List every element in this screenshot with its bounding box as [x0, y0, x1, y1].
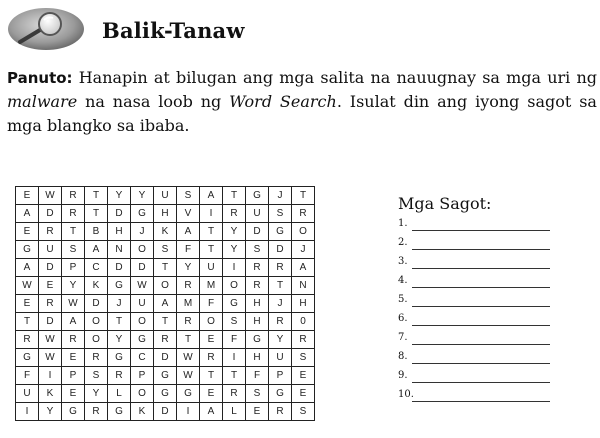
grid-cell[interactable]: R: [292, 331, 315, 349]
grid-cell[interactable]: E: [62, 349, 85, 367]
grid-cell[interactable]: P: [131, 367, 154, 385]
answer-blank[interactable]: [412, 344, 550, 345]
grid-cell[interactable]: O: [154, 277, 177, 295]
answer-number: 1.: [398, 218, 408, 229]
grid-cell[interactable]: U: [200, 259, 223, 277]
grid-cell[interactable]: V: [177, 205, 200, 223]
answer-number: 6.: [398, 313, 408, 324]
grid-cell[interactable]: R: [223, 385, 246, 403]
grid-cell[interactable]: O: [131, 313, 154, 331]
grid-cell[interactable]: R: [62, 331, 85, 349]
answer-line: [398, 235, 568, 254]
grid-cell[interactable]: P: [62, 259, 85, 277]
grid-cell[interactable]: R: [154, 331, 177, 349]
answer-number: 2.: [398, 237, 408, 248]
grid-cell[interactable]: R: [177, 277, 200, 295]
grid-cell[interactable]: Y: [85, 385, 108, 403]
grid-cell[interactable]: U: [269, 349, 292, 367]
grid-cell[interactable]: R: [16, 331, 39, 349]
grid-row: [16, 295, 315, 313]
grid-cell[interactable]: G: [269, 385, 292, 403]
answers-title: Mga Sagot:: [398, 194, 492, 213]
answer-number: 10.: [398, 389, 414, 400]
grid-cell[interactable]: T: [292, 187, 315, 205]
grid-cell[interactable]: Y: [223, 223, 246, 241]
grid-cell[interactable]: S: [269, 205, 292, 223]
answer-line: [398, 292, 568, 311]
grid-cell[interactable]: S: [62, 241, 85, 259]
grid-cell[interactable]: G: [177, 385, 200, 403]
grid-cell[interactable]: H: [292, 295, 315, 313]
grid-cell[interactable]: J: [292, 241, 315, 259]
grid-cell[interactable]: W: [39, 331, 62, 349]
grid-cell[interactable]: D: [85, 295, 108, 313]
grid-cell[interactable]: D: [39, 259, 62, 277]
grid-cell[interactable]: T: [16, 313, 39, 331]
grid-cell[interactable]: G: [131, 331, 154, 349]
grid-row: [16, 313, 315, 331]
grid-cell[interactable]: R: [177, 313, 200, 331]
instructions-text-1: Hanapin at bilugan ang mga salita na nauugnay sa mga uri ng: [78, 68, 597, 87]
grid-cell[interactable]: T: [223, 187, 246, 205]
grid-cell[interactable]: E: [292, 367, 315, 385]
answer-blank[interactable]: [412, 401, 550, 402]
grid-row: [16, 277, 315, 295]
grid-cell[interactable]: G: [131, 205, 154, 223]
answer-number: 7.: [398, 332, 408, 343]
grid-cell[interactable]: W: [131, 277, 154, 295]
grid-cell[interactable]: R: [108, 367, 131, 385]
answer-line: [398, 273, 568, 292]
grid-cell[interactable]: M: [177, 295, 200, 313]
grid-cell[interactable]: F: [177, 241, 200, 259]
grid-cell[interactable]: J: [108, 295, 131, 313]
grid-cell[interactable]: W: [16, 277, 39, 295]
grid-cell[interactable]: A: [16, 259, 39, 277]
instructions: [7, 66, 597, 138]
grid-cell[interactable]: R: [85, 403, 108, 421]
grid-cell[interactable]: J: [269, 295, 292, 313]
grid-cell[interactable]: F: [16, 367, 39, 385]
grid-cell[interactable]: T: [154, 313, 177, 331]
grid-row: [16, 223, 315, 241]
answer-blank[interactable]: [412, 268, 550, 269]
grid-cell[interactable]: O: [131, 241, 154, 259]
grid-row: [16, 205, 315, 223]
grid-cell[interactable]: E: [200, 385, 223, 403]
answer-line: [398, 311, 568, 330]
grid-cell[interactable]: R: [223, 205, 246, 223]
grid-cell[interactable]: W: [62, 295, 85, 313]
grid-row: [16, 241, 315, 259]
grid-cell[interactable]: T: [269, 277, 292, 295]
grid-cell[interactable]: O: [292, 223, 315, 241]
grid-cell[interactable]: A: [200, 187, 223, 205]
grid-cell[interactable]: M: [200, 277, 223, 295]
grid-cell[interactable]: G: [223, 295, 246, 313]
grid-cell[interactable]: G: [108, 277, 131, 295]
grid-cell[interactable]: U: [131, 295, 154, 313]
grid-cell[interactable]: D: [108, 259, 131, 277]
grid-cell[interactable]: D: [154, 349, 177, 367]
grid-cell[interactable]: Y: [177, 259, 200, 277]
answer-line: [398, 254, 568, 273]
grid-cell[interactable]: E: [16, 187, 39, 205]
grid-cell[interactable]: K: [85, 277, 108, 295]
grid-cell[interactable]: U: [246, 205, 269, 223]
answer-line: [398, 216, 568, 235]
grid-cell[interactable]: G: [62, 403, 85, 421]
grid-cell[interactable]: K: [131, 403, 154, 421]
grid-cell[interactable]: T: [62, 223, 85, 241]
grid-cell[interactable]: T: [200, 223, 223, 241]
grid-cell[interactable]: D: [154, 403, 177, 421]
grid-cell[interactable]: K: [39, 385, 62, 403]
grid-cell[interactable]: G: [108, 349, 131, 367]
grid-cell[interactable]: D: [269, 241, 292, 259]
grid-cell[interactable]: D: [131, 259, 154, 277]
grid-cell[interactable]: D: [108, 205, 131, 223]
grid-cell[interactable]: Y: [39, 403, 62, 421]
grid-row: [16, 349, 315, 367]
grid-cell[interactable]: H: [246, 313, 269, 331]
grid-cell[interactable]: R: [62, 205, 85, 223]
grid-cell[interactable]: F: [223, 331, 246, 349]
grid-cell[interactable]: T: [200, 241, 223, 259]
grid-cell[interactable]: L: [108, 385, 131, 403]
grid-row: [16, 403, 315, 421]
grid-cell[interactable]: D: [246, 223, 269, 241]
grid-cell[interactable]: I: [200, 205, 223, 223]
grid-cell[interactable]: L: [223, 403, 246, 421]
grid-cell[interactable]: I: [223, 259, 246, 277]
grid-cell[interactable]: P: [62, 367, 85, 385]
answer-blank[interactable]: [412, 363, 550, 364]
grid-cell[interactable]: R: [292, 205, 315, 223]
grid-cell[interactable]: U: [154, 187, 177, 205]
grid-cell[interactable]: T: [154, 259, 177, 277]
grid-cell[interactable]: E: [200, 331, 223, 349]
grid-cell[interactable]: T: [85, 205, 108, 223]
grid-cell[interactable]: T: [200, 367, 223, 385]
instructions-label: Panuto:: [7, 69, 73, 87]
grid-cell[interactable]: J: [131, 223, 154, 241]
grid-cell[interactable]: G: [246, 331, 269, 349]
grid-cell[interactable]: W: [39, 349, 62, 367]
answer-number: 8.: [398, 351, 408, 362]
grid-cell[interactable]: T: [108, 313, 131, 331]
grid-cell[interactable]: R: [85, 349, 108, 367]
grid-cell[interactable]: W: [177, 367, 200, 385]
grid-cell[interactable]: O: [200, 313, 223, 331]
grid-cell[interactable]: R: [246, 277, 269, 295]
grid-cell[interactable]: W: [177, 349, 200, 367]
grid-cell[interactable]: G: [16, 349, 39, 367]
grid-row: [16, 331, 315, 349]
grid-cell[interactable]: R: [269, 403, 292, 421]
grid-cell[interactable]: U: [16, 385, 39, 403]
grid-cell[interactable]: S: [246, 241, 269, 259]
grid-cell[interactable]: A: [62, 313, 85, 331]
grid-cell[interactable]: H: [246, 349, 269, 367]
grid-cell[interactable]: F: [200, 295, 223, 313]
grid-cell[interactable]: G: [154, 367, 177, 385]
grid-cell[interactable]: O: [85, 313, 108, 331]
grid-cell[interactable]: Y: [108, 331, 131, 349]
grid-cell[interactable]: I: [177, 403, 200, 421]
grid-cell[interactable]: E: [39, 277, 62, 295]
answer-number: 4.: [398, 275, 408, 286]
grid-cell[interactable]: Y: [62, 277, 85, 295]
grid-cell[interactable]: I: [223, 349, 246, 367]
grid-cell[interactable]: A: [16, 205, 39, 223]
word-search-grid: [15, 186, 315, 421]
grid-cell[interactable]: G: [154, 385, 177, 403]
grid-cell[interactable]: S: [223, 313, 246, 331]
grid-cell[interactable]: Y: [108, 187, 131, 205]
header: [6, 6, 306, 56]
grid-row: [16, 385, 315, 403]
grid-cell[interactable]: D: [39, 205, 62, 223]
answer-blank[interactable]: [412, 325, 550, 326]
answer-number: 9.: [398, 370, 408, 381]
grid-cell[interactable]: O: [223, 277, 246, 295]
magnifier-icon: [6, 6, 86, 52]
grid-cell[interactable]: E: [16, 223, 39, 241]
grid-cell[interactable]: G: [269, 223, 292, 241]
grid-cell[interactable]: G: [246, 187, 269, 205]
grid-cell[interactable]: S: [292, 403, 315, 421]
instructions-italic-malware: malware: [7, 92, 78, 111]
grid-cell[interactable]: R: [39, 223, 62, 241]
answer-line: [398, 368, 568, 387]
instructions-text-2: na nasa loob ng: [85, 92, 222, 111]
grid-cell[interactable]: C: [131, 349, 154, 367]
grid-cell[interactable]: R: [269, 313, 292, 331]
grid-cell[interactable]: A: [177, 223, 200, 241]
grid-cell[interactable]: N: [108, 241, 131, 259]
grid-cell[interactable]: C: [85, 259, 108, 277]
grid-cell[interactable]: R: [62, 187, 85, 205]
grid-row: [16, 367, 315, 385]
grid-cell[interactable]: T: [85, 187, 108, 205]
page-title: Balik-Tanaw: [102, 18, 245, 43]
grid-cell[interactable]: Y: [131, 187, 154, 205]
grid-cell[interactable]: T: [223, 367, 246, 385]
grid-cell[interactable]: S: [292, 349, 315, 367]
grid-cell[interactable]: G: [108, 403, 131, 421]
grid-cell[interactable]: S: [154, 241, 177, 259]
grid-cell[interactable]: R: [269, 259, 292, 277]
grid-cell[interactable]: S: [246, 385, 269, 403]
grid-cell[interactable]: E: [62, 385, 85, 403]
grid-cell[interactable]: I: [16, 403, 39, 421]
grid-cell[interactable]: A: [200, 403, 223, 421]
grid-cell[interactable]: A: [85, 241, 108, 259]
instructions-italic-word-search: Word Search: [229, 92, 337, 111]
grid-cell[interactable]: D: [39, 313, 62, 331]
grid-cell[interactable]: O: [131, 385, 154, 403]
grid-cell[interactable]: E: [246, 403, 269, 421]
grid-cell[interactable]: Y: [223, 241, 246, 259]
grid-cell[interactable]: R: [200, 349, 223, 367]
answer-blank[interactable]: [412, 287, 550, 288]
grid-cell[interactable]: W: [39, 187, 62, 205]
grid-cell[interactable]: U: [39, 241, 62, 259]
grid-cell[interactable]: E: [292, 385, 315, 403]
answer-line: [398, 349, 568, 368]
grid-cell[interactable]: A: [154, 295, 177, 313]
grid-cell[interactable]: R: [39, 295, 62, 313]
grid-cell[interactable]: P: [269, 367, 292, 385]
answer-blank[interactable]: [412, 230, 550, 231]
grid-cell[interactable]: J: [269, 187, 292, 205]
grid-cell[interactable]: F: [246, 367, 269, 385]
grid-cell[interactable]: S: [177, 187, 200, 205]
answer-blank[interactable]: [412, 306, 550, 307]
grid-cell[interactable]: N: [292, 277, 315, 295]
grid-cell[interactable]: O: [85, 331, 108, 349]
grid-cell[interactable]: H: [246, 295, 269, 313]
grid-cell[interactable]: A: [292, 259, 315, 277]
grid-cell[interactable]: R: [246, 259, 269, 277]
grid-cell[interactable]: S: [85, 367, 108, 385]
grid-cell[interactable]: B: [85, 223, 108, 241]
grid-cell[interactable]: H: [108, 223, 131, 241]
grid-cell[interactable]: E: [16, 295, 39, 313]
grid-cell[interactable]: T: [177, 331, 200, 349]
grid-cell[interactable]: H: [154, 205, 177, 223]
instructions-text-3: . Isulat din ang iyong sagot sa mga blangko sa ibaba.: [7, 92, 597, 135]
grid-row: [16, 187, 315, 205]
answer-number: 5.: [398, 294, 408, 305]
answer-number: 3.: [398, 256, 408, 267]
answer-line: [398, 387, 568, 406]
answers-section: [398, 194, 568, 406]
grid-cell[interactable]: 0: [292, 313, 315, 331]
grid-cell[interactable]: Y: [269, 331, 292, 349]
grid-cell[interactable]: G: [16, 241, 39, 259]
grid-cell[interactable]: K: [154, 223, 177, 241]
answer-line: [398, 330, 568, 349]
grid-row: [16, 259, 315, 277]
answer-blank[interactable]: [412, 382, 550, 383]
grid-cell[interactable]: I: [39, 367, 62, 385]
answer-blank[interactable]: [412, 249, 550, 250]
